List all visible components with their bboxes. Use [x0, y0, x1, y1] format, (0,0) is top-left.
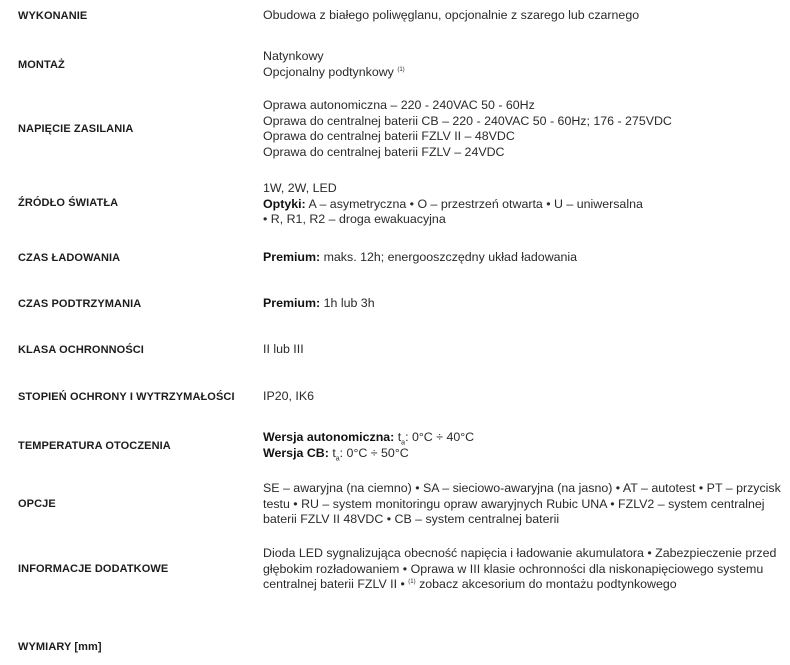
- spec-value: [263, 250, 790, 266]
- spec-value-line: Oprawa do centralnej baterii FZLV – 24VDC: [263, 144, 505, 159]
- spec-label: WYMIARY [mm]: [18, 641, 102, 653]
- spec-label: NAPIĘCIE ZASILANIA: [18, 123, 134, 135]
- spec-value-line: • R, R1, R2 – droga ewakuacyjna: [263, 212, 446, 226]
- spec-value: [263, 342, 790, 358]
- spec-label: CZAS ŁADOWANIA: [18, 252, 121, 264]
- spec-value: [263, 49, 790, 80]
- footnote-ref: (1): [397, 66, 405, 73]
- spec-value: [263, 8, 790, 24]
- spec-value: [263, 546, 790, 593]
- spec-value-text: SE – awaryjna (na ciemno) • SA – sieciowo-awaryjna (na jasno) • AT – autotest • PT – przycisk testu • RU – system monitoringu opraw awaryjnych Rubic UNA • FZLV2 – system centralnej baterii FZLV II 48VDC • CB – system centralnej baterii: [263, 481, 781, 526]
- spec-label: MONTAŻ: [18, 59, 65, 71]
- spec-value: [263, 481, 785, 528]
- spec-value: [263, 389, 790, 405]
- spec-label: TEMPERATURA OTOCZENIA: [18, 440, 171, 452]
- spec-value-line: Natynkowy: [263, 49, 324, 63]
- footnote-ref: (1): [408, 578, 416, 585]
- spec-value-line: Premium: 1h lub 3h: [263, 296, 375, 310]
- spec-value-line: Oprawa autonomiczna – 220 - 240VAC 50 - 60Hz: [263, 98, 535, 112]
- spec-label: OPCJE: [18, 498, 56, 510]
- spec-label: INFORMACJE DODATKOWE: [18, 563, 169, 575]
- spec-value-line: IP20, IK6: [263, 389, 314, 403]
- spec-value: [263, 296, 790, 312]
- spec-value-line: Obudowa z białego poliwęglanu, opcjonalnie z szarego lub czarnego: [263, 8, 640, 22]
- spec-label: WYKONANIE: [18, 10, 88, 22]
- spec-value-line: Oprawa do centralnej baterii CB – 220 - 240VAC 50 - 60Hz; 176 - 275VDC: [263, 113, 672, 128]
- spec-value: [263, 181, 790, 228]
- spec-value-text: Dioda LED sygnalizująca obecność napięcia i ładowanie akumulatora • Zabezpieczenie przed głębokim rozładowaniem • Oprawa w III klasie ochronności dla niskonapięciowego systemu centralnej baterii FZLV II • $^{(1)}$ zobacz akcesorium do montażu podtynkowego: [263, 546, 777, 591]
- spec-value-line: Oprawa do centralnej baterii FZLV II – 48VDC: [263, 129, 515, 143]
- spec-value-line: Wersja CB: $t_a$: 0°C ÷ 50°C: [263, 445, 409, 462]
- spec-value-line: Premium: maks. 12h; energooszczędny układ ładowania: [263, 250, 578, 264]
- spec-label: CZAS PODTRZYMANIA: [18, 298, 142, 310]
- spec-label: STOPIEŃ OCHRONY I WYTRZYMAŁOŚCI: [18, 391, 235, 403]
- spec-value-line: Wersja autonomiczna: $t_a$: 0°C ÷ 40°C: [263, 430, 475, 447]
- spec-label: KLASA OCHRONNOŚCI: [18, 344, 144, 356]
- spec-value-line: 1W, 2W, LED: [263, 181, 337, 195]
- spec-value: [263, 430, 790, 461]
- spec-value-line: Optyki: A – asymetryczna • O – przestrzeń otwarta • U – uniwersalna: [263, 196, 643, 211]
- spec-label: ŹRÓDŁO ŚWIATŁA: [18, 197, 119, 209]
- spec-value-line: II lub III: [263, 342, 304, 356]
- spec-value-line: Opcjonalny podtynkowy $^{(1)}$: [263, 64, 405, 79]
- spec-value: [263, 98, 790, 160]
